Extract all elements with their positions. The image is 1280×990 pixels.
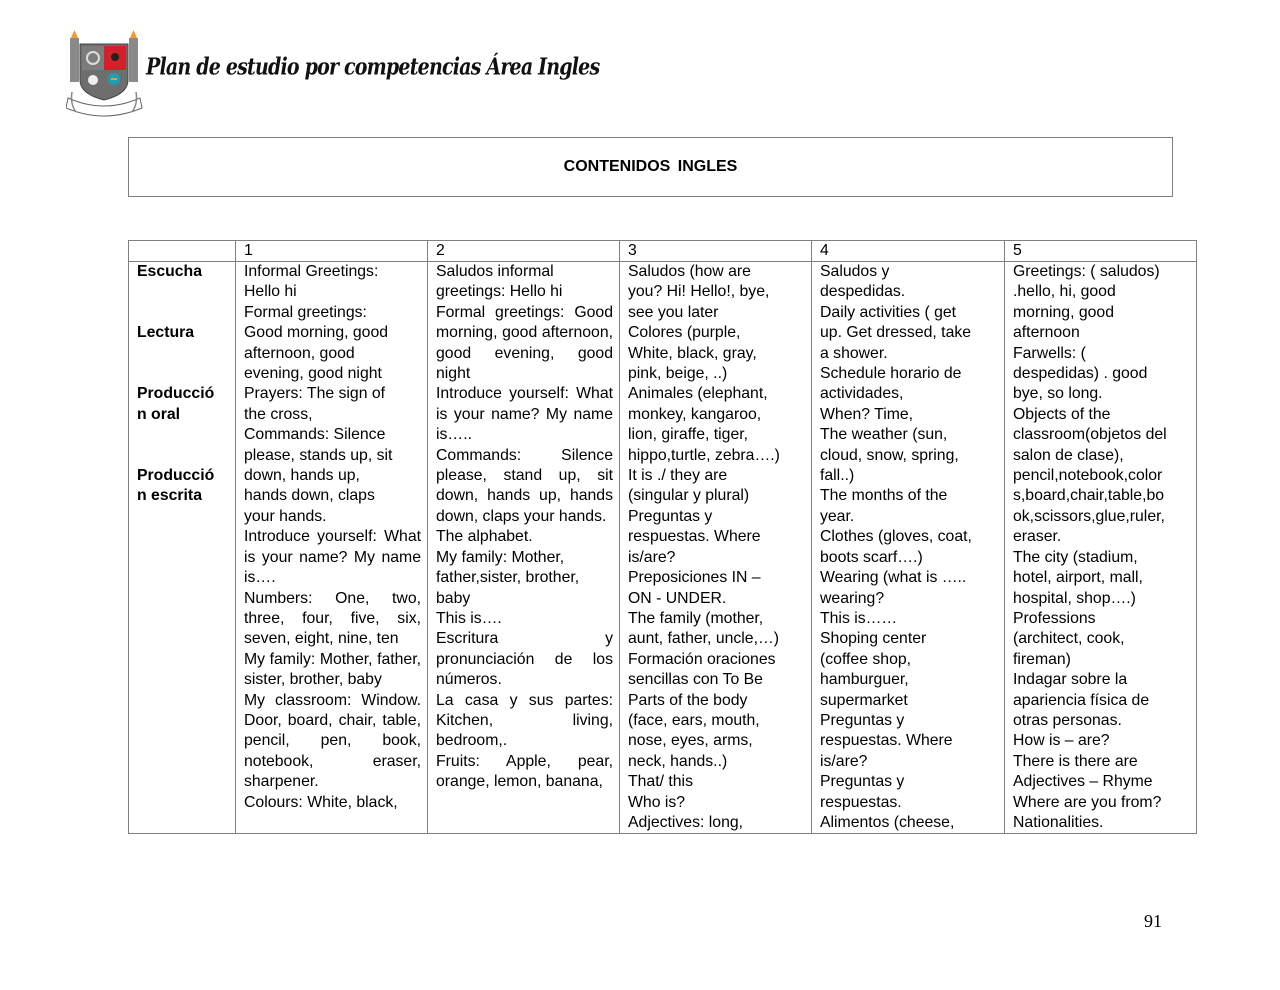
cell-line: Formal greetings: Good morning, good afternoon, good evening, good night (436, 303, 613, 383)
cell-line: you? Hi! Hello!, bye, (628, 283, 770, 301)
grade-4-contents (812, 262, 1005, 834)
cell-line: pencil,notebook,color (1013, 467, 1163, 485)
cell-line: Saludos (how are (628, 263, 751, 280)
cell-line: Numbers: One, two, three, four, five, six, seven, eight, nine, ten (244, 589, 421, 648)
cell-line: hotel, airport, mall, (1013, 569, 1143, 587)
cell-line: Wearing (what is ….. (820, 569, 967, 587)
cell-line: nose, eyes, arms, (628, 732, 753, 750)
cell-line: Good morning, good (244, 324, 389, 342)
cell-line: fireman) (1013, 650, 1071, 668)
cell-line: Introduce yourself: What is your name? My name is…. (244, 528, 421, 587)
cell-line: My classroom: Window. Door, board, chair, table, pencil, pen, book, notebook, eraser, sharpener. (244, 691, 421, 791)
cell-line: despedidas) . good (1013, 365, 1148, 383)
cell-line: Nationalities. (1013, 813, 1104, 831)
cell-line: the cross, (244, 405, 313, 423)
cell-line: .hello, hi, good (1013, 283, 1116, 301)
cell-line: sencillas con To Be (628, 671, 763, 689)
cell-line: Commands: Silence (244, 426, 386, 444)
cell-line: fall..) (820, 467, 855, 485)
cell-line: ok,scissors,glue,ruler, (1013, 507, 1165, 525)
skill-labels-cell (129, 262, 236, 834)
cell-line: apariencia física de (1013, 691, 1150, 709)
cell-line: Informal Greetings: (244, 263, 379, 280)
cell-line: morning, good (1013, 303, 1114, 321)
cell-line: White, black, gray, (628, 344, 757, 362)
cell-line: afternoon, good (244, 344, 355, 362)
cell-line: Colours: White, black, (244, 793, 398, 811)
cell-line: My family: Mother, (436, 548, 565, 566)
cell-line: respuestas. Where (820, 732, 953, 750)
cell-line: monkey, kangaroo, (628, 405, 762, 423)
cell-line: boots scarf….) (820, 548, 923, 566)
cell-line: classroom(objetos del (1013, 426, 1167, 444)
cell-line: ON - UNDER. (628, 589, 727, 607)
contents-title-box (128, 137, 1173, 197)
cell-line: Lectura (137, 324, 195, 342)
cell-line: Animales (elephant, (628, 385, 768, 403)
cell-line (137, 303, 229, 323)
cell-line: How is – are? (1013, 732, 1110, 750)
cell-line: Adjectives: long, (628, 813, 744, 831)
cell-line: a shower. (820, 344, 888, 362)
cell-line: Colores (purple, (628, 324, 741, 342)
cell-line: The alphabet. (436, 528, 533, 546)
cell-line: down, hands up, (244, 467, 360, 485)
cell-line: is/are? (628, 548, 676, 566)
cell-line: wearing? (820, 589, 885, 607)
cell-line: Formal greetings: (244, 303, 367, 321)
cell-line: The weather (sun, (820, 426, 948, 444)
cell-line: Hello hi (244, 283, 297, 301)
cell-line: Preguntas y (820, 773, 905, 791)
cell-line: Preguntas y (820, 711, 905, 729)
column-header: 5 (1005, 241, 1197, 262)
cell-line: Where are you from? (1013, 793, 1162, 811)
cell-line: your hands. (244, 507, 327, 525)
cell-line: Daily activities ( get (820, 303, 957, 321)
grade-5-contents (1005, 262, 1197, 834)
cell-line: s,board,chair,table,bo (1013, 487, 1165, 505)
cell-line: This is…… (820, 609, 898, 627)
cell-line: My family: Mother, father, sister, brother, baby (244, 650, 421, 689)
cell-line: It is ./ they are (628, 467, 728, 485)
cell-line: Fruits: Apple, pear, orange, lemon, banana, (436, 752, 613, 791)
cell-line: hamburguer, (820, 671, 909, 689)
cell-line: Clothes (gloves, coat, (820, 528, 972, 546)
cell-line: eraser. (1013, 528, 1062, 546)
cell-line: lion, giraffe, tiger, (628, 426, 749, 444)
cell-line (137, 425, 229, 445)
cell-line: (face, ears, mouth, (628, 711, 760, 729)
column-header: 3 (620, 241, 812, 262)
cell-line: bye, so long. (1013, 385, 1103, 403)
cell-line: salon de clase), (1013, 446, 1124, 464)
cell-line: Saludos y (820, 263, 890, 280)
cell-line: Indagar sobre la (1013, 671, 1128, 689)
document-header (66, 28, 600, 123)
cell-line: This is…. (436, 609, 502, 627)
cell-line: Prayers: The sign of (244, 385, 386, 403)
cell-line: When? Time, (820, 405, 914, 423)
cell-line: see you later (628, 303, 719, 321)
cell-line: cloud, snow, spring, (820, 446, 959, 464)
cell-line: Adjectives – Rhyme (1013, 773, 1153, 791)
cell-line (137, 344, 229, 364)
column-header: 4 (812, 241, 1005, 262)
cell-line: greetings: Hello hi (436, 283, 563, 301)
cell-line: Objects of the (1013, 405, 1111, 423)
cell-line: hands down, claps (244, 487, 375, 505)
cell-line: The months of the (820, 487, 948, 505)
cell-line: The city (stadium, (1013, 548, 1138, 566)
cell-line: pink, beige, ..) (628, 365, 728, 383)
grade-1-contents (236, 262, 428, 834)
cell-line: Farwells: ( (1013, 344, 1086, 362)
cell-line: evening, good night (244, 365, 382, 383)
cell-line: Professions (1013, 609, 1096, 627)
cell-line: Saludos informal (436, 263, 554, 280)
cell-line: Alimentos (cheese, (820, 813, 955, 831)
plan-title: Plan de estudio por competencias Área Ingles (146, 53, 600, 81)
cell-line: afternoon (1013, 324, 1080, 342)
cell-line: despedidas. (820, 283, 906, 301)
cell-line: hospital, shop….) (1013, 589, 1136, 607)
column-header (129, 241, 236, 262)
cell-line (137, 282, 229, 302)
cell-line: That/ this (628, 773, 693, 791)
cell-line (137, 364, 229, 384)
table-row (129, 262, 1197, 834)
page-number: 91 (1144, 911, 1162, 931)
cell-line: aunt, father, uncle,…) (628, 630, 780, 648)
cell-line: supermarket (820, 691, 908, 709)
cell-line: Escritura y pronunciación de los números. (436, 630, 613, 689)
cell-line: Shoping center (820, 630, 927, 648)
cell-line: The family (mother, (628, 609, 764, 627)
column-header: 2 (428, 241, 620, 262)
cell-line: actividades, (820, 385, 904, 403)
cell-line: baby (436, 589, 471, 607)
cell-line: father,sister, brother, (436, 569, 580, 587)
cell-line: Greetings: ( saludos) (1013, 263, 1160, 280)
cell-line: year. (820, 507, 855, 525)
cell-line: Preposiciones IN – (628, 569, 761, 587)
cell-line: (singular y plural) (628, 487, 750, 505)
cell-line (137, 446, 229, 466)
cell-line: Producció n escrita (137, 467, 215, 505)
cell-line: is/are? (820, 752, 868, 770)
cell-line: hippo,turtle, zebra….) (628, 446, 780, 464)
cell-line: Who is? (628, 793, 686, 811)
cell-line: please, stands up, sit (244, 446, 393, 464)
cell-line: Preguntas y (628, 507, 713, 525)
cell-line: otras personas. (1013, 711, 1122, 729)
cell-line: La casa y sus partes: Kitchen, living, bedroom,. (436, 691, 613, 750)
cell-line: respuestas. (820, 793, 902, 811)
cell-line: (architect, cook, (1013, 630, 1125, 648)
grade-2-contents (428, 262, 620, 834)
school-crest-icon (66, 28, 154, 120)
cell-line: There is there are (1013, 752, 1138, 770)
cell-line: Parts of the body (628, 691, 748, 709)
cell-line: Commands: Silence please, stand up, sit down, hands up, hands down, claps your hands. (436, 446, 613, 525)
cell-line: Introduce yourself: What is your name? My name is….. (436, 385, 613, 444)
cell-line: (coffee shop, (820, 650, 912, 668)
cell-line: Formación oraciones (628, 650, 776, 668)
cell-line: Schedule horario de (820, 365, 962, 383)
column-header: 1 (236, 241, 428, 262)
grade-3-contents (620, 262, 812, 834)
contents-title: CONTENIDOS INGLES (563, 158, 738, 175)
cell-line: Producció n oral (137, 385, 215, 423)
contents-table (128, 240, 1197, 834)
cell-line: Escucha (137, 263, 202, 280)
cell-line: neck, hands..) (628, 752, 728, 770)
cell-line: respuestas. Where (628, 528, 761, 546)
table-header-row (129, 241, 1197, 262)
cell-line: up. Get dressed, take (820, 324, 972, 342)
